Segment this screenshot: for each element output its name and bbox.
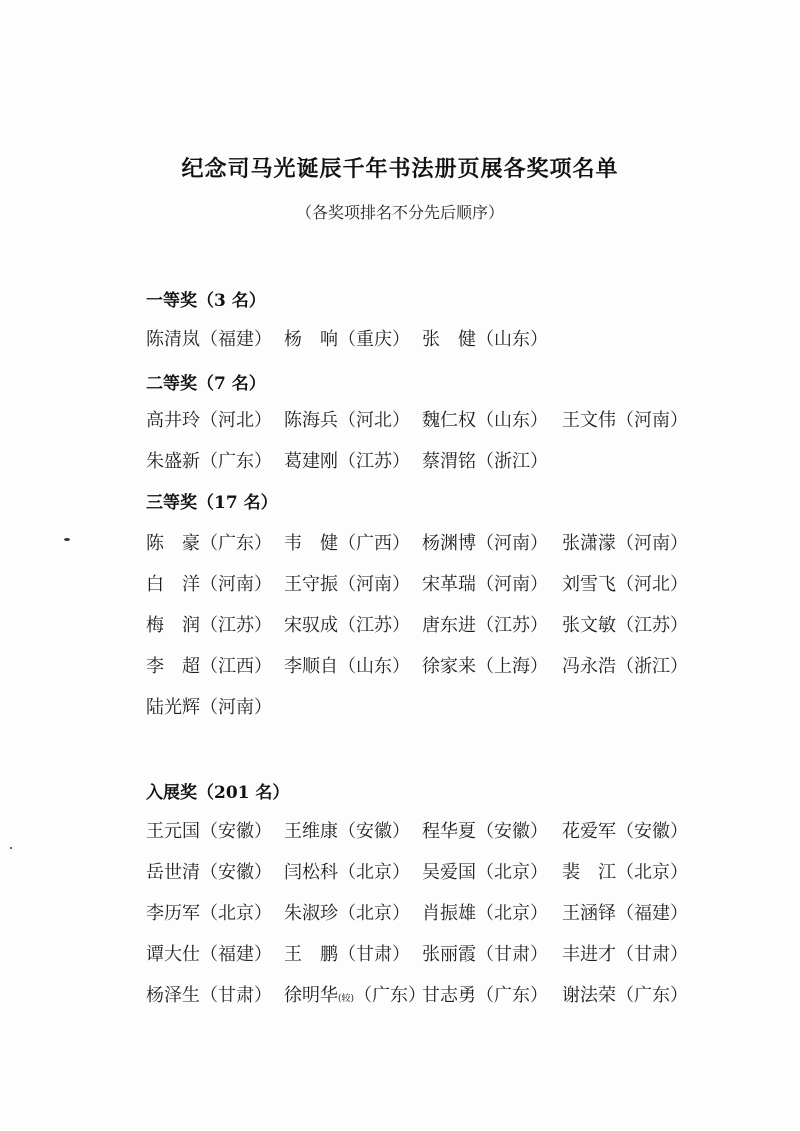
winner-province: （河南） — [338, 574, 410, 595]
award-entry — [422, 447, 548, 473]
award-entry — [562, 858, 688, 884]
award-entry — [422, 611, 548, 637]
winner-province: （安徽） — [200, 821, 272, 842]
award-entry — [562, 981, 688, 1007]
winner-province: （北京） — [338, 903, 410, 924]
award-entry — [146, 447, 272, 473]
award-entry — [284, 325, 410, 351]
winner-name: 宋驭成 — [284, 615, 338, 636]
award-entry — [562, 940, 688, 966]
award-entry — [422, 817, 548, 843]
winner-name: 王元国 — [146, 821, 200, 842]
award-entry — [422, 858, 548, 884]
winner-province: （广东） — [476, 985, 548, 1006]
scan-speck — [64, 538, 70, 541]
winner-name: 杨渊博 — [422, 533, 476, 554]
winner-name: 王 鹏 — [284, 944, 338, 965]
winner-province: （山东） — [476, 410, 548, 431]
winner-name: 刘雪飞 — [562, 574, 616, 595]
winner-name: 徐明华 — [284, 985, 338, 1006]
winner-name: 韦 健 — [284, 533, 338, 554]
award-entry — [422, 529, 548, 555]
award-entry — [146, 899, 272, 925]
award-entry — [562, 899, 688, 925]
document-title: 纪念司马光诞辰千年书法册页展各奖项名单 — [181, 156, 619, 182]
award-entry — [146, 858, 272, 884]
award-entry — [146, 570, 272, 596]
scan-speck — [10, 847, 12, 849]
award-entry — [422, 899, 548, 925]
winner-name: 李历军 — [146, 903, 200, 924]
winner-name: 朱盛新 — [146, 451, 200, 472]
winner-province: （江苏） — [338, 615, 410, 636]
first-prize-heading: 一等奖（3 名） — [146, 291, 266, 311]
award-entry — [146, 325, 272, 351]
winner-province: （北京） — [338, 862, 410, 883]
winner-name: 张 健 — [422, 329, 476, 350]
award-entry — [562, 652, 688, 678]
winner-province: （广东） — [200, 451, 272, 472]
winner-province: （河南） — [200, 574, 272, 595]
winner-name: 唐东进 — [422, 615, 476, 636]
winner-province: （甘肃） — [338, 944, 410, 965]
winner-name: 张潇濛 — [562, 533, 616, 554]
award-entry — [422, 652, 548, 678]
winner-province: （北京） — [200, 903, 272, 924]
award-entry — [284, 981, 426, 1007]
award-entry — [284, 447, 410, 473]
winner-province: （重庆） — [338, 329, 410, 350]
winner-name: 李顺自 — [284, 656, 338, 677]
admitted-heading: 入展奖（201 名） — [146, 783, 290, 803]
award-entry — [422, 406, 548, 432]
winner-province: （广东） — [616, 985, 688, 1006]
winner-province: （甘肃） — [200, 985, 272, 1006]
winner-name: 陈清岚 — [146, 329, 200, 350]
winner-province: （安徽） — [200, 862, 272, 883]
winner-name: 岳世清 — [146, 862, 200, 883]
second-prize-heading: 二等奖（7 名） — [146, 374, 266, 394]
third-prize-heading: 三等奖（17 名） — [146, 493, 278, 513]
award-entry — [146, 611, 272, 637]
winner-province: （福建） — [200, 944, 272, 965]
winner-province: （浙江） — [616, 656, 688, 677]
winner-note: (较) — [338, 994, 355, 1004]
award-entry — [146, 406, 272, 432]
winner-province: （浙江） — [476, 451, 548, 472]
winner-province: （上海） — [476, 656, 548, 677]
winner-province: （广东） — [354, 985, 427, 1006]
winner-province: （江苏） — [476, 615, 548, 636]
award-entry — [284, 652, 410, 678]
winner-name: 朱淑珍 — [284, 903, 338, 924]
winner-name: 王维康 — [284, 821, 338, 842]
winner-province: （江苏） — [338, 451, 410, 472]
winner-name: 杨泽生 — [146, 985, 200, 1006]
winner-province: （河南） — [476, 533, 548, 554]
award-entry — [146, 652, 272, 678]
winner-name: 梅 润 — [146, 615, 200, 636]
award-entry — [562, 529, 688, 555]
winner-name: 魏仁权 — [422, 410, 476, 431]
award-entry — [562, 406, 688, 432]
document-subtitle: （各奖项排名不分先后顺序） — [295, 203, 504, 222]
winner-name: 王涵铎 — [562, 903, 616, 924]
award-entry — [422, 325, 548, 351]
award-entry — [284, 817, 410, 843]
award-entry — [284, 899, 410, 925]
winner-name: 谢法荣 — [562, 985, 616, 1006]
winner-name: 肖振雄 — [422, 903, 476, 924]
winner-province: （河南） — [616, 410, 688, 431]
award-entry — [562, 611, 688, 637]
winner-name: 陆光辉 — [146, 697, 200, 718]
winner-province: （福建） — [616, 903, 688, 924]
winner-name: 宋革瑞 — [422, 574, 476, 595]
award-entry — [146, 529, 272, 555]
winner-province: （北京） — [476, 903, 548, 924]
award-entry — [284, 570, 410, 596]
winner-province: （北京） — [476, 862, 548, 883]
award-entry — [146, 940, 272, 966]
award-entry — [146, 817, 272, 843]
winner-name: 葛建刚 — [284, 451, 338, 472]
winner-province: （山东） — [476, 329, 548, 350]
winner-name: 丰进才 — [562, 944, 616, 965]
award-entry — [562, 570, 688, 596]
award-entry — [284, 940, 410, 966]
winner-province: （福建） — [200, 329, 272, 350]
winner-name: 徐家来 — [422, 656, 476, 677]
winner-province: （河南） — [200, 697, 272, 718]
winner-name: 白 洋 — [146, 574, 200, 595]
award-entry — [284, 529, 410, 555]
winner-province: （河南） — [616, 533, 688, 554]
winner-name: 蔡渭铭 — [422, 451, 476, 472]
winner-name: 陈 豪 — [146, 533, 200, 554]
winner-province: （甘肃） — [476, 944, 548, 965]
award-entry — [422, 570, 548, 596]
winner-province: （安徽） — [616, 821, 688, 842]
winner-name: 谭大仕 — [146, 944, 200, 965]
winner-province: （江西） — [200, 656, 272, 677]
winner-province: （甘肃） — [616, 944, 688, 965]
winner-name: 李 超 — [146, 656, 200, 677]
award-entry — [146, 693, 272, 719]
winner-province: （广西） — [338, 533, 410, 554]
winner-province: （江苏） — [616, 615, 688, 636]
winner-name: 闫松科 — [284, 862, 338, 883]
winner-name: 冯永浩 — [562, 656, 616, 677]
winner-name: 吴爱国 — [422, 862, 476, 883]
winner-province: （安徽） — [476, 821, 548, 842]
winner-province: （河南） — [476, 574, 548, 595]
winner-province: （北京） — [616, 862, 688, 883]
winner-name: 张丽霞 — [422, 944, 476, 965]
winner-province: （江苏） — [200, 615, 272, 636]
winner-name: 陈海兵 — [284, 410, 338, 431]
winner-name: 花爱军 — [562, 821, 616, 842]
winner-name: 高井玲 — [146, 410, 200, 431]
winner-name: 王守振 — [284, 574, 338, 595]
winner-name: 程华夏 — [422, 821, 476, 842]
winner-name: 杨 响 — [284, 329, 338, 350]
award-entry — [422, 981, 548, 1007]
award-entry — [562, 817, 688, 843]
winner-name: 王文伟 — [562, 410, 616, 431]
winner-name: 裴 江 — [562, 862, 616, 883]
award-entry — [284, 406, 410, 432]
winner-name: 张文敏 — [562, 615, 616, 636]
winner-province: （河北） — [338, 410, 410, 431]
winner-province: （广东） — [200, 533, 272, 554]
winner-province: （河北） — [200, 410, 272, 431]
award-entry — [284, 611, 410, 637]
award-entry — [422, 940, 548, 966]
winner-name: 甘志勇 — [422, 985, 476, 1006]
award-entry — [284, 858, 410, 884]
winner-province: （山东） — [338, 656, 410, 677]
winner-province: （安徽） — [338, 821, 410, 842]
award-entry — [146, 981, 272, 1007]
winner-province: （河北） — [616, 574, 688, 595]
